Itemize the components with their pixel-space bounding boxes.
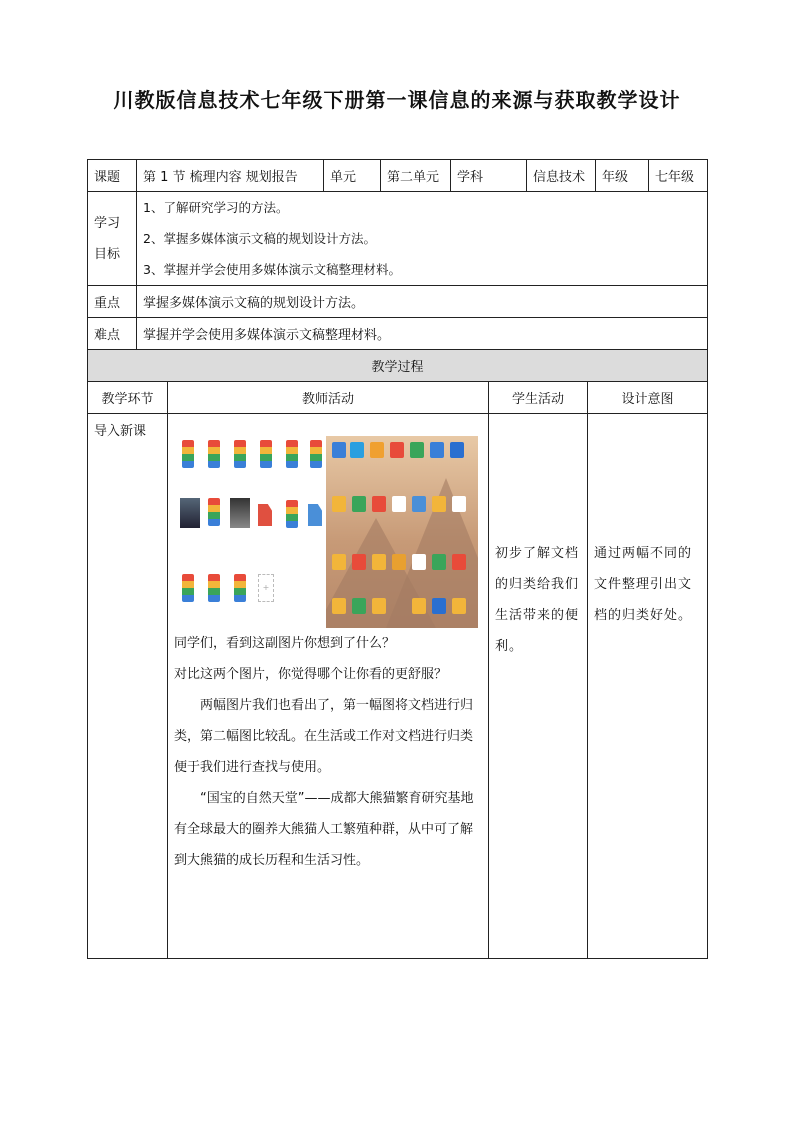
teacher-paragraph: 对比这两个图片，你觉得哪个让你看的更舒服？ — [174, 667, 448, 682]
file-icon — [208, 498, 220, 526]
stage-cell — [88, 414, 168, 959]
stage-label: 导入新课 — [94, 424, 147, 439]
teacher-paragraph: 同学们，看到这副图片你想到了什么？ — [174, 636, 396, 651]
goal-item: 1、了解研究学习的方法。 — [143, 200, 289, 215]
key-value: 掌握多媒体演示文稿的规划设计方法。 — [137, 286, 708, 318]
file-icon — [260, 440, 272, 468]
file-icon — [286, 440, 298, 468]
subject-value: 信息技术 — [527, 160, 596, 192]
desktop-app-icon — [450, 442, 464, 458]
desktop-app-icon — [332, 442, 346, 458]
design-intent: 通过两幅不同的文件整理引出文档的归类好处。 — [594, 546, 693, 623]
desktop-app-icon — [352, 496, 366, 512]
goal-item: 3、掌握并学会使用多媒体演示文稿整理材料。 — [143, 262, 401, 277]
student-cell — [489, 414, 588, 959]
lesson-label: 课题 — [88, 160, 137, 192]
desktop-app-icon — [332, 554, 346, 570]
desktop-app-icon — [350, 442, 364, 458]
comparison-image — [174, 436, 474, 628]
file-icon — [182, 440, 194, 468]
desktop-app-icon — [392, 496, 406, 512]
messy-desktop-image — [326, 436, 478, 628]
process-table — [87, 349, 708, 959]
document-file-icon — [308, 504, 322, 526]
desktop-app-icon — [412, 496, 426, 512]
header-teacher: 教师活动 — [168, 382, 489, 414]
desktop-app-icon — [452, 496, 466, 512]
subject-label: 学科 — [451, 160, 527, 192]
desktop-app-icon — [452, 554, 466, 570]
process-band: 教学过程 — [88, 350, 708, 382]
file-icon — [208, 574, 220, 602]
desktop-app-icon — [372, 496, 386, 512]
file-icon — [182, 574, 194, 602]
student-activity: 初步了解文档的归类给我们生活带来的便利。 — [495, 546, 580, 654]
difficult-label: 难点 — [88, 318, 137, 350]
desktop-app-icon — [432, 598, 446, 614]
header-intent: 设计意图 — [588, 382, 708, 414]
file-icon — [234, 440, 246, 468]
goals-cell — [137, 192, 708, 286]
teacher-paragraph: 两幅图片我们也看出了，第一幅图将文档进行归类，第二幅图比较乱。在生活或工作对文档进行归类便于我们进行查找与使用。 — [174, 698, 474, 775]
new-item-icon: + — [258, 574, 274, 602]
desktop-app-icon — [332, 496, 346, 512]
grade-label: 年级 — [596, 160, 649, 192]
desktop-app-icon — [432, 554, 446, 570]
desktop-app-icon — [352, 554, 366, 570]
pdf-file-icon — [258, 504, 272, 526]
desktop-app-icon — [452, 598, 466, 614]
lesson-value: 第 1 节 梳理内容 规划报告 — [137, 160, 324, 192]
unit-value: 第二单元 — [381, 160, 451, 192]
desktop-app-icon — [410, 442, 424, 458]
difficult-value: 掌握并学会使用多媒体演示文稿整理材料。 — [137, 318, 708, 350]
photo-thumbnail-icon — [230, 498, 250, 528]
desktop-app-icon — [430, 442, 444, 458]
desktop-app-icon — [332, 598, 346, 614]
file-icon — [208, 440, 220, 468]
intent-cell — [588, 414, 708, 959]
goal-item: 2、掌握多媒体演示文稿的规划设计方法。 — [143, 231, 376, 246]
grade-value: 七年级 — [649, 160, 708, 192]
desktop-app-icon — [352, 598, 366, 614]
desktop-app-icon — [372, 598, 386, 614]
file-icon — [234, 574, 246, 602]
teacher-cell — [168, 414, 489, 959]
organized-folder-image — [174, 436, 326, 628]
file-icon — [310, 440, 322, 468]
header-student: 学生活动 — [489, 382, 588, 414]
teacher-paragraph: “国宝的自然天堂”——成都大熊猫繁育研究基地有全球最大的圈养大熊猫人工繁殖种群，从中可了解到大熊猫的成长历程和生活习性。 — [174, 791, 474, 868]
key-label: 重点 — [88, 286, 137, 318]
unit-label: 单元 — [324, 160, 381, 192]
header-stage: 教学环节 — [88, 382, 168, 414]
desktop-app-icon — [370, 442, 384, 458]
desktop-app-icon — [432, 496, 446, 512]
file-icon — [286, 500, 298, 528]
desktop-app-icon — [412, 598, 426, 614]
goals-label: 学习目标 — [88, 192, 137, 286]
photo-thumbnail-icon — [180, 498, 200, 528]
desktop-app-icon — [390, 442, 404, 458]
desktop-app-icon — [412, 554, 426, 570]
desktop-app-icon — [372, 554, 386, 570]
lesson-info-table — [87, 159, 708, 350]
document-title: 川教版信息技术七年级下册第一课信息的来源与获取教学设计 — [113, 88, 681, 112]
desktop-app-icon — [392, 554, 406, 570]
